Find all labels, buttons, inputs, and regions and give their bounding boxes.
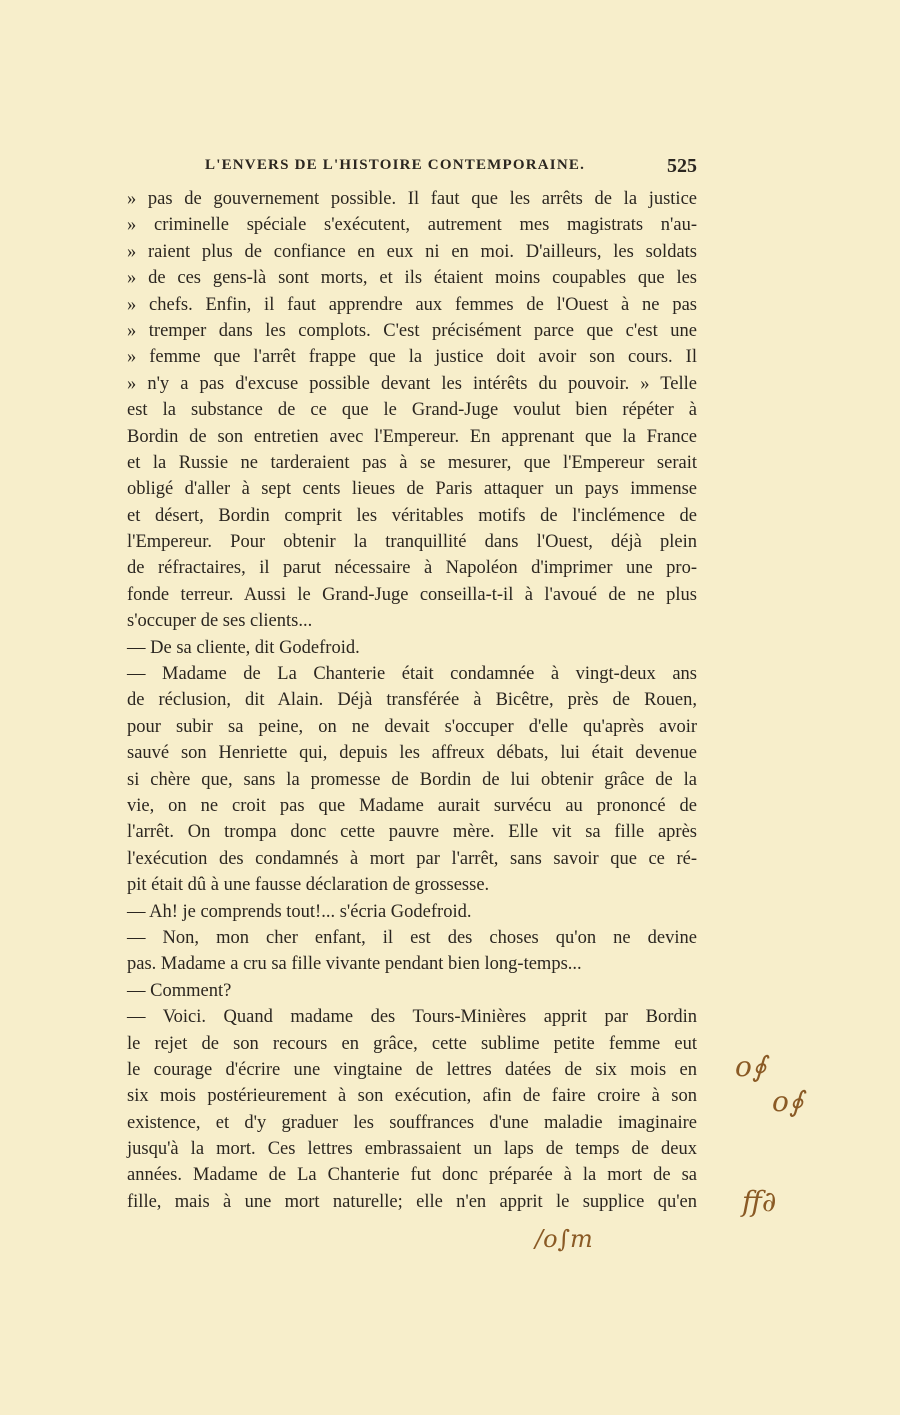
text-line: — Comment?	[127, 980, 232, 1001]
text-line: — De sa cliente, dit Godefroid.	[127, 637, 360, 658]
text-line: » n'y a pas d'excuse possible devant les intérêts du pouvoir. » Telle	[127, 373, 697, 394]
page-header	[127, 155, 697, 181]
text-line: existence, et d'y graduer les souffrances d'une maladie imaginaire	[127, 1112, 697, 1133]
text-line: jusqu'à la mort. Ces lettres embrassaient un laps de temps de deux	[127, 1139, 697, 1160]
text-line: » femme que l'arrêt frappe que la justice doit avoir son cours. Il	[127, 347, 697, 368]
text-line: fille, mais à une mort naturelle; elle n'en apprit le supplice qu'en	[127, 1191, 697, 1212]
text-line: » pas de gouvernement possible. Il faut que les arrêts de la justice	[127, 189, 697, 209]
handwritten-annotation: o∮	[735, 1050, 767, 1083]
text-line: » raient plus de confiance en eux ni en moi. D'ailleurs, les soldats	[127, 241, 697, 262]
text-line: — Voici. Quand madame des Tours-Minières apprit par Bordin	[127, 1007, 697, 1028]
text-line: s'occuper de ses clients...	[127, 611, 313, 632]
text-line: et la Russie ne tarderaient pas à se mesurer, que l'Empereur serait	[127, 452, 697, 473]
text-line: — Madame de La Chanterie était condamnée à vingt-deux ans	[127, 664, 697, 685]
text-line: le rejet de son recours en grâce, cette sublime petite femme eut	[127, 1033, 697, 1054]
handwritten-annotation: ff∂	[742, 1185, 777, 1218]
text-line: l'Empereur. Pour obtenir la tranquillité dans l'Ouest, déjà plein	[127, 532, 697, 553]
text-line: » de ces gens-là sont morts, et ils étaient moins coupables que les	[127, 268, 697, 289]
text-line: Bordin de son entretien avec l'Empereur. En apprenant que la France	[127, 426, 697, 447]
body-text	[127, 186, 697, 1215]
running-title: L'ENVERS DE L'HISTOIRE CONTEMPORAINE.	[205, 157, 586, 173]
text-line: » tremper dans les complots. C'est précisément parce que c'est une	[127, 320, 697, 341]
handwritten-annotation: o∮	[772, 1085, 804, 1118]
text-line: l'arrêt. On trompa donc cette pauvre mère. Elle vit sa fille après	[127, 822, 697, 843]
text-line: de réclusion, dit Alain. Déjà transférée à Bicêtre, près de Rouen,	[127, 690, 697, 711]
text-line: six mois postérieurement à son exécution, afin de faire croire à son	[127, 1086, 697, 1107]
text-line: le courage d'écrire une vingtaine de lettres datées de six mois en	[127, 1059, 697, 1080]
text-line: pas. Madame a cru sa fille vivante pendant bien long-temps...	[127, 954, 582, 975]
text-line: et désert, Bordin comprit les véritables motifs de l'inclémence de	[127, 505, 697, 526]
text-line: vie, on ne croit pas que Madame aurait survécu au prononcé de	[127, 795, 697, 816]
text-line: de réfractaires, il parut nécessaire à Napoléon d'imprimer une pro-	[127, 558, 697, 579]
text-line: — Ah! je comprends tout!... s'écria Godefroid.	[127, 901, 472, 922]
text-line: pit était dû à une fausse déclaration de grossesse.	[127, 875, 490, 896]
text-line: est la substance de ce que le Grand-Juge voulut bien répéter à	[127, 400, 697, 421]
text-line: pour subir sa peine, on ne devait s'occuper d'elle qu'après avoir	[127, 716, 697, 737]
text-line: si chère que, sans la promesse de Bordin de lui obtenir grâce de la	[127, 769, 697, 790]
text-line: » criminelle spéciale s'exécutent, autrement mes magistrats n'au-	[127, 215, 697, 236]
text-line: obligé d'aller à sept cents lieues de Paris attaquer un pays immense	[127, 479, 697, 500]
text-line: » chefs. Enfin, il faut apprendre aux femmes de l'Ouest à ne pas	[127, 294, 697, 315]
text-line: sauvé son Henriette qui, depuis les affreux débats, lui était devenue	[127, 743, 697, 764]
text-line: années. Madame de La Chanterie fut donc préparée à la mort de sa	[127, 1165, 697, 1186]
text-line: l'exécution des condamnés à mort par l'arrêt, sans savoir que ce ré-	[127, 848, 697, 869]
page-number: 525	[667, 155, 697, 177]
handwritten-annotation: /o∫m	[535, 1225, 593, 1253]
text-line: fonde terreur. Aussi le Grand-Juge conseilla-t-il à l'avoué de ne plus	[127, 584, 697, 605]
text-line: — Non, mon cher enfant, il est des choses qu'on ne devine	[127, 927, 697, 948]
